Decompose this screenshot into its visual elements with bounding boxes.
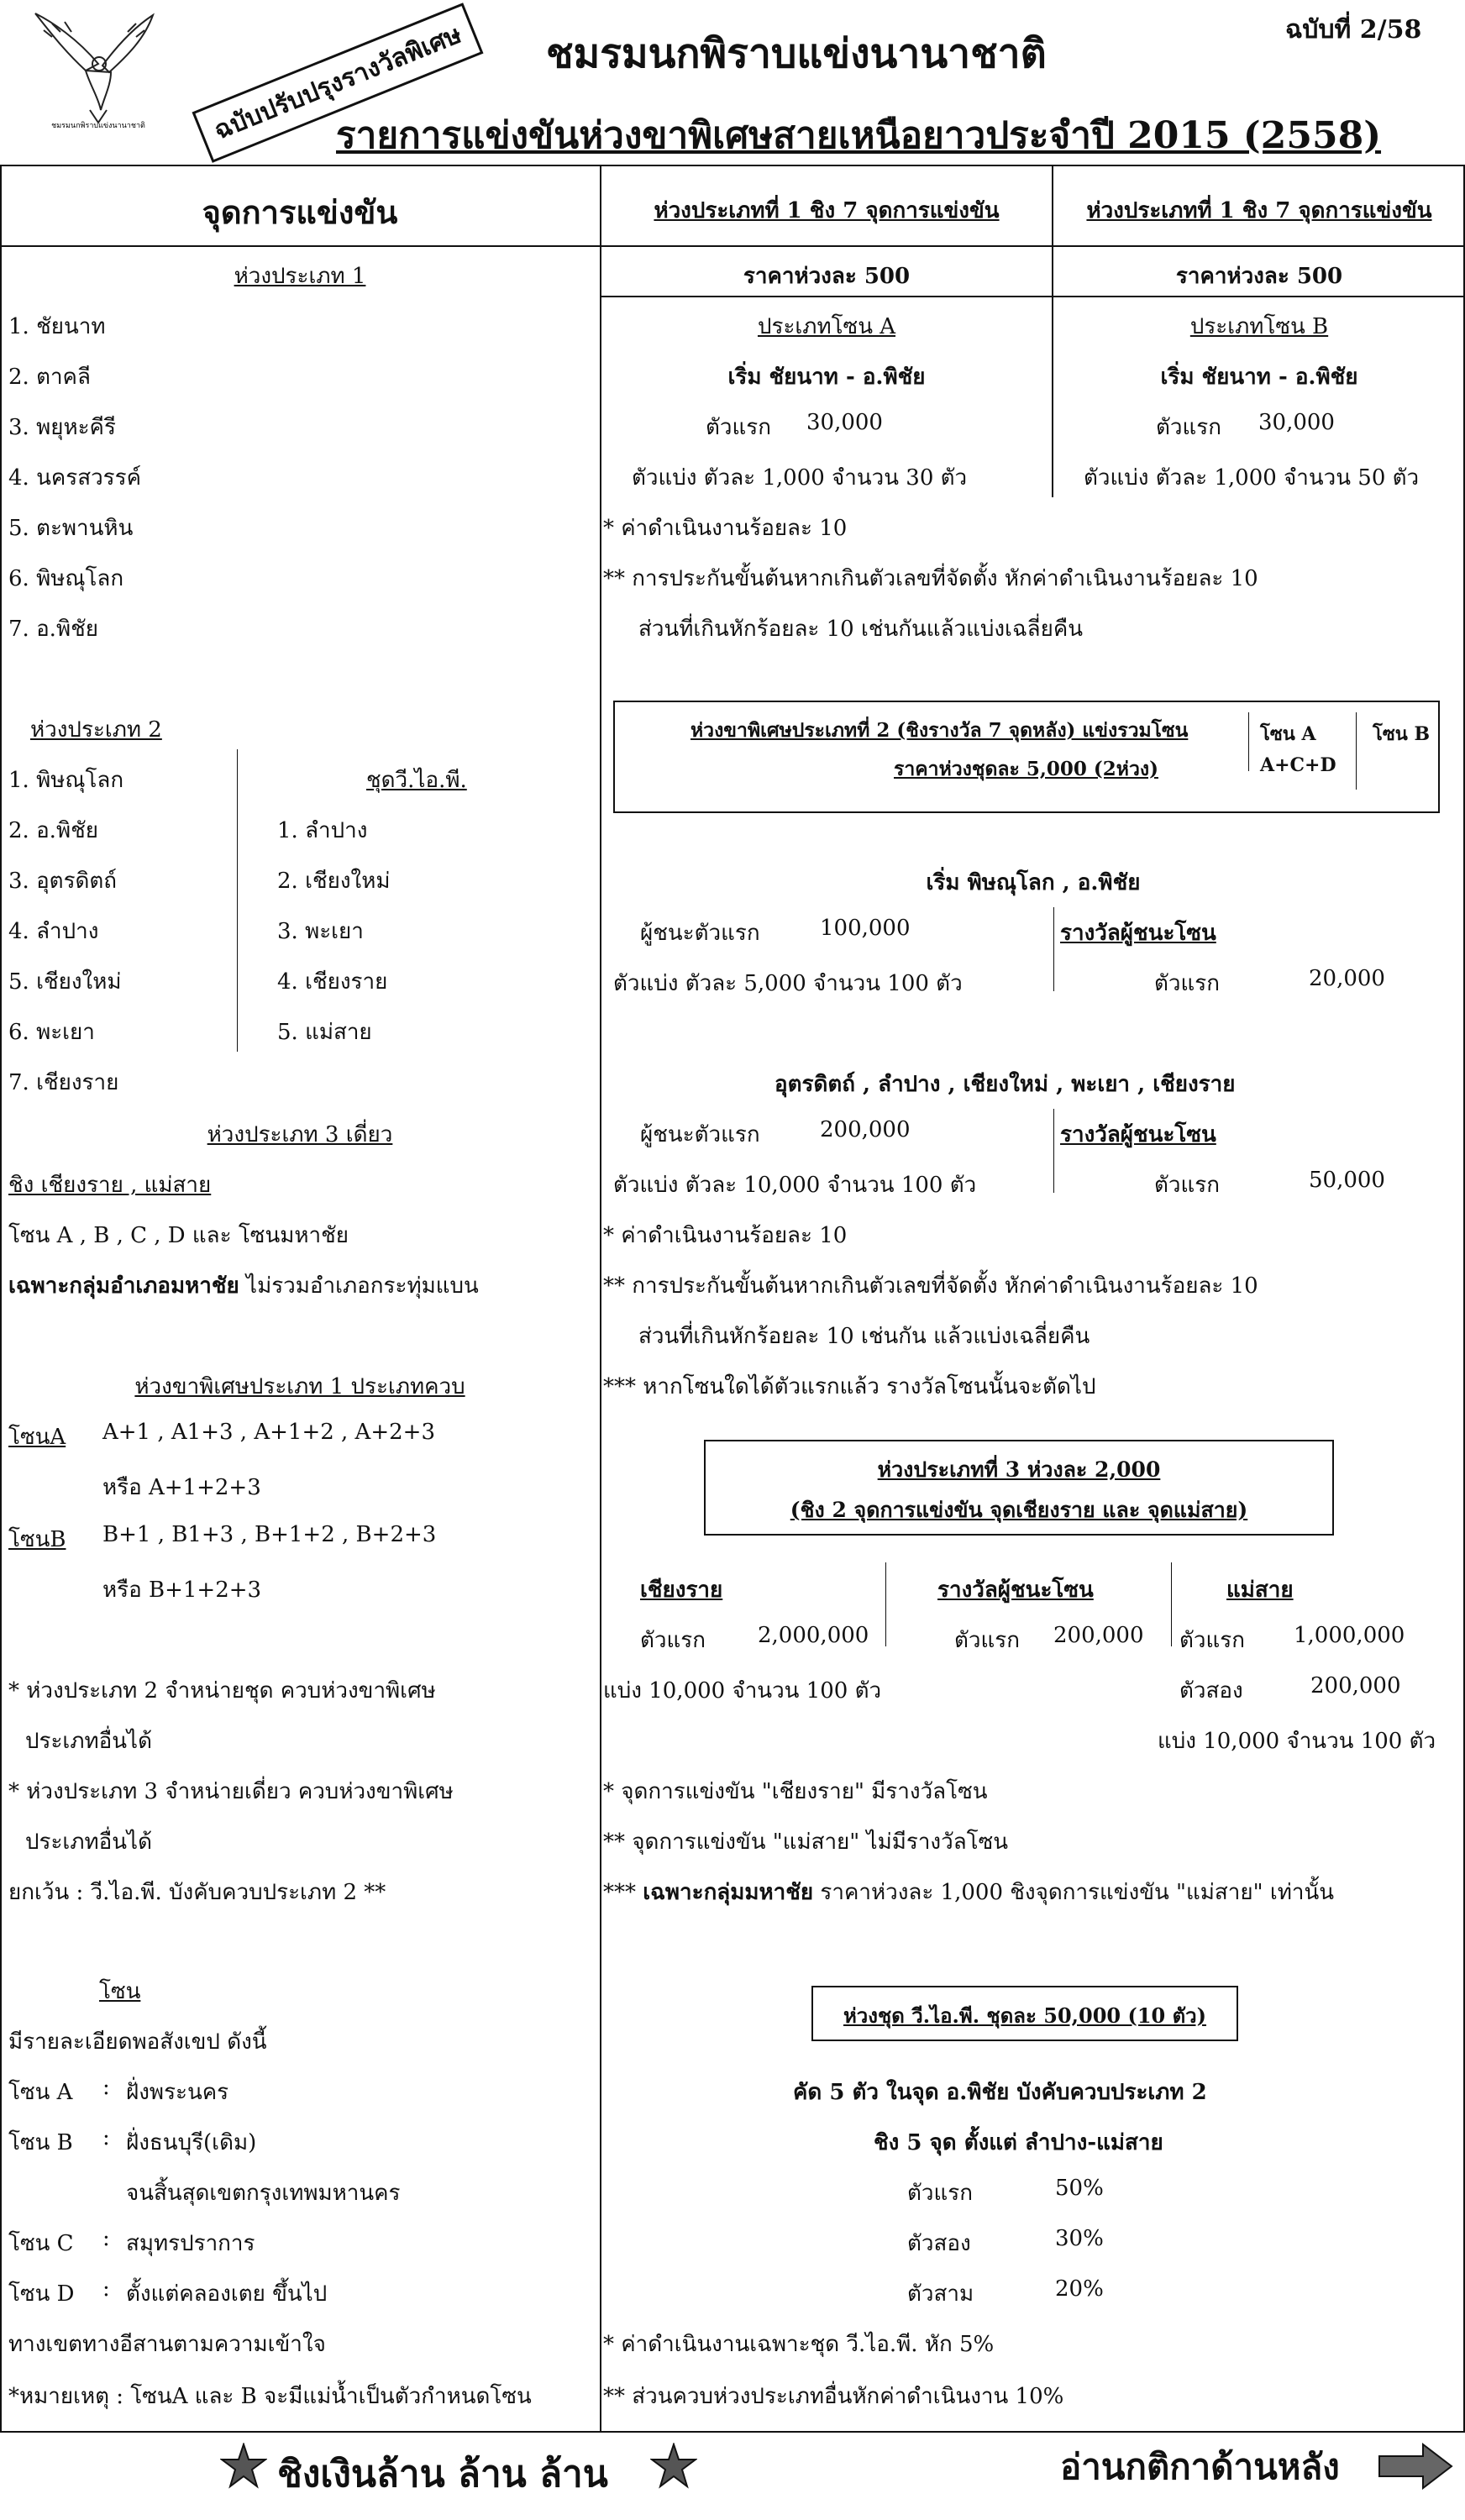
type2-title: ห่วงประเภท 2 [30, 717, 162, 743]
left-note-1a: * ห่วงประเภท 2 จำหน่ายชุด ควบห่วงขาพิเศษ [8, 1678, 436, 1704]
sec3-box-title: ห่วงประเภทที่ 3 ห่วงละ 2,000 [877, 1457, 1161, 1482]
vip-divider [237, 749, 238, 1052]
left-note-2a: * ห่วงประเภท 3 จำหน่ายเดี่ยว ควบห่วงขาพิเศษ [8, 1779, 454, 1804]
sec2-zfirst1-value: 20,000 [1309, 966, 1385, 991]
revision-stamp: ฉบับปรับปรุงรางวัลพิเศษ [192, 3, 484, 163]
sec3-ms-first-value: 1,000,000 [1294, 1623, 1405, 1648]
sec4-note-1: * ค่าดำเนินงานเฉพาะชุด วี.ไอ.พี. หัก 5% [603, 2332, 995, 2357]
sec2-box-price: ราคาห่วงชุดละ 5,000 (2ห่วง) [894, 758, 1158, 780]
zone-key: โซน D [8, 2281, 75, 2307]
sec2-divider-1 [1053, 907, 1054, 991]
sec2-zfirst2-value: 50,000 [1309, 1168, 1385, 1193]
sec2-box-divider-1 [1248, 712, 1249, 771]
zone-colon: : [102, 2226, 110, 2251]
sec3-note-3-rest: ราคาห่วงละ 1,000 ชิงจุดการแข่งขัน "แม่สาย" เท่านั้น [820, 1880, 1335, 1905]
table-head-border [0, 245, 1465, 247]
type1-point: 4. นครสวรรค์ [8, 465, 141, 491]
sec2-zfirst2-label: ตัวแรก [1154, 1173, 1220, 1198]
sec4-note-2: ** ส่วนควบห่วงประเภทอื่นหักค่าดำเนินงาน 10% [603, 2384, 1064, 2409]
sec2-note-1: * ค่าดำเนินงานร้อยละ 10 [603, 1223, 848, 1248]
zone-colon: : [102, 2075, 110, 2100]
sec2-box-zone-a-combo: A+C+D [1260, 754, 1336, 776]
sec2-box-title: ห่วงขาพิเศษประเภทที่ 2 (ชิงรางวัล 7 จุดหลัง) แข่งรวมโซน [690, 719, 1189, 742]
vip-prize-value: 50% [1055, 2176, 1104, 2201]
zone-value: ฝั่งธนบุรี(เดิม) [126, 2130, 257, 2155]
sec4-line-1: คัด 5 ตัว ในจุด อ.พิชัย บังคับควบประเภท 2 [793, 2080, 1207, 2105]
footer-read-rules: อ่านกติกาด้านหลัง [1060, 2446, 1340, 2487]
sec3-cr-first-label: ตัวแรก [640, 1628, 706, 1653]
zoneA-combos: A+1 , A1+3 , A+1+2 , A+2+3 [102, 1420, 435, 1445]
sec1-split-a: ตัวแบ่ง ตัวละ 1,000 จำนวน 30 ตัว [632, 465, 968, 491]
document-subtitle: รายการแข่งขันห่วงขาพิเศษสายเหนือยาวประจำปี 2015 (2558) [336, 114, 1382, 157]
sec3-divider-1 [885, 1562, 886, 1646]
sec2-winner2-value: 200,000 [820, 1117, 911, 1142]
type2-point: 1. พิษณุโลก [8, 768, 124, 793]
type2-point: 2. อ.พิชัย [8, 818, 98, 843]
zone-key: โซน A [8, 2080, 73, 2105]
sec3-cr-split: แบ่ง 10,000 จำนวน 100 ตัว [603, 1678, 882, 1704]
col-header-race-points: จุดการแข่งขัน [202, 193, 398, 231]
sec2-winner1-label: ผู้ชนะตัวแรก [640, 921, 760, 946]
vip-point: 2. เชียงใหม่ [277, 869, 391, 894]
zone-value: ฝั่งพระนคร [126, 2080, 229, 2105]
left-note-3: ยกเว้น : วี.ไอ.พี. บังคับควบประเภท 2 ** [8, 1880, 386, 1905]
zone-intro: มีรายละเอียดพอสังเขป ดังนี้ [8, 2029, 267, 2055]
zone-key: โซน C [8, 2231, 74, 2256]
sec1-zone-a: ประเภทโซน A [757, 314, 896, 339]
sec3-note-1: * จุดการแข่งขัน "เชียงราย" มีรางวัลโซน [603, 1779, 988, 1804]
sec3-box-sub: (ชิง 2 จุดการแข่งขัน จุดเชียงราย และ จุดแม่สาย) [790, 1498, 1248, 1522]
sec1-price-b: ราคาห่วงละ 500 [1175, 264, 1343, 289]
zone-value: จนสิ้นสุดเขตกรุงเทพมหานคร [126, 2181, 401, 2206]
sec1-first-a-value: 30,000 [806, 410, 883, 435]
sec1-note-2: ** การประกันขั้นต้นหากเกินตัวเลขที่จัดตั้ง หักค่าดำเนินงานร้อยละ 10 [603, 566, 1258, 591]
sec3-divider-2 [1171, 1562, 1172, 1646]
sec3-cr-first-value: 2,000,000 [758, 1623, 869, 1648]
issue-number: ฉบับที่ 2/58 [1285, 15, 1422, 45]
sec3-note-3-prefix: *** [603, 1880, 636, 1905]
svg-text:ชมรมนกพิราบแข่งนานาชาติ: ชมรมนกพิราบแข่งนานาชาติ [51, 122, 145, 130]
type3-route: ชิง เชียงราย , แม่สาย [8, 1173, 212, 1198]
sec1-first-b-label: ตัวแรก [1156, 415, 1221, 440]
vip-title: ชุดวี.ไอ.พี. [366, 768, 467, 793]
sec2-box-zone-b: โซน B [1373, 723, 1431, 745]
sec3-ms-split: แบ่ง 10,000 จำนวน 100 ตัว [1158, 1729, 1436, 1754]
sec3-zone-first-value: 200,000 [1053, 1623, 1144, 1648]
sec3-note-3 [603, 1875, 1334, 1909]
sec2-note-4: *** หากโซนใดได้ตัวแรกแล้ว รางวัลโซนนั้นจะตัดไป [603, 1374, 1096, 1399]
zoneB-combo-all: หรือ B+1+2+3 [102, 1578, 262, 1603]
sec1-price-a: ราคาห่วงละ 500 [743, 264, 911, 289]
sec3-zone-first-label: ตัวแรก [954, 1628, 1020, 1653]
type2-point: 3. อุตรดิตถ์ [8, 869, 118, 894]
sec2-split1: ตัวแบ่ง ตัวละ 5,000 จำนวน 100 ตัว [613, 971, 963, 996]
sec2-zone-prize1: รางวัลผู้ชนะโซน [1060, 921, 1216, 946]
vip-point: 1. ลำปาง [277, 818, 368, 843]
zoneB-label: โซนB [8, 1527, 66, 1552]
star-left-icon [220, 2443, 267, 2490]
type1-point: 3. พยุหะคีรี [8, 415, 116, 440]
sec3-ms-second-value: 200,000 [1310, 1673, 1401, 1698]
zone-key: โซน B [8, 2130, 73, 2155]
sec2-divider-2 [1053, 1109, 1054, 1193]
type1-point: 1. ชัยนาท [8, 314, 106, 339]
sec3-col-maesai: แม่สาย [1226, 1578, 1294, 1603]
sec3-col-zone: รางวัลผู้ชนะโซน [937, 1578, 1094, 1603]
sec3-col-chiangrai: เชียงราย [640, 1578, 723, 1603]
type2-point: 4. ลำปาง [8, 919, 99, 944]
type2-point: 6. พะเยา [8, 1020, 95, 1045]
sec1-note-1: * ค่าดำเนินงานร้อยละ 10 [603, 516, 848, 541]
sec4-line-2: ชิง 5 จุด ตั้งแต่ ลำปาง-แม่สาย [874, 2130, 1163, 2155]
vip-prize-label: ตัวแรก [907, 2181, 973, 2206]
zone-note: *หมายเหตุ : โซนA และ B จะมีแม่น้ำเป็นตัวกำหนดโซน [8, 2384, 532, 2409]
table-top-border [0, 165, 1465, 166]
sec3-ms-first-label: ตัวแรก [1179, 1628, 1245, 1653]
sec2-box-zone-a: โซน A [1260, 723, 1316, 745]
sec3-note-2: ** จุดการแข่งขัน "แม่สาย" ไม่มีรางวัลโซน [603, 1830, 1009, 1855]
type3-mahachai [8, 1268, 479, 1303]
zone-value: สมุทรปราการ [126, 2231, 255, 2256]
col-header-zone-a: ห่วงประเภทที่ 1 ชิง 7 จุดการแข่งขัน [654, 198, 1000, 223]
type1-point: 5. ตะพานหิน [8, 516, 134, 541]
zone-outro: ทางเขตทางอีสานตามความเข้าใจ [8, 2332, 326, 2357]
footer-slogan: ชิงเงินล้าน ล้าน ล้าน [277, 2453, 608, 2496]
zoneB-combos: B+1 , B1+3 , B+1+2 , B+2+3 [102, 1522, 437, 1547]
sec2-route2: อุตรดิตถ์ , ลำปาง , เชียงใหม่ , พะเยา , เชียงราย [775, 1072, 1236, 1097]
sec1-first-b-value: 30,000 [1258, 410, 1335, 435]
sec4-box-title: ห่วงชุด วี.ไอ.พี. ชุดละ 50,000 (10 ตัว) [843, 2003, 1206, 2028]
type3-zones: โซน A , B , C , D และ โซนมหาชัย [8, 1223, 349, 1248]
sec2-zfirst1-label: ตัวแรก [1154, 971, 1220, 996]
sec2-winner1-value: 100,000 [820, 916, 911, 941]
sec2-split2: ตัวแบ่ง ตัวละ 10,000 จำนวน 100 ตัว [613, 1173, 977, 1198]
vip-point: 4. เชียงราย [277, 969, 388, 995]
type3-mahachai-bold: เฉพาะกลุ่มอำเภอมหาชัย [8, 1273, 239, 1299]
vip-prize-label: ตัวสาม [907, 2281, 974, 2307]
sec2-note-3: ส่วนที่เกินหักร้อยละ 10 เช่นกัน แล้วแบ่งเฉลี่ยคืน [638, 1324, 1090, 1349]
sec2-note-2: ** การประกันขั้นต้นหากเกินตัวเลขที่จัดตั้ง หักค่าดำเนินงานร้อยละ 10 [603, 1273, 1258, 1299]
sec1-first-a-label: ตัวแรก [706, 415, 771, 440]
col-header-zone-b: ห่วงประเภทที่ 1 ชิง 7 จุดการแข่งขัน [1086, 198, 1432, 223]
column-divider-1 [600, 165, 601, 2433]
left-note-2b: ประเภทอื่นได้ [25, 1830, 152, 1855]
sec2-winner2-label: ผู้ชนะตัวแรก [640, 1122, 760, 1147]
combo-title: ห่วงขาพิเศษประเภท 1 ประเภทควบ [134, 1374, 465, 1399]
left-note-1b: ประเภทอื่นได้ [25, 1729, 152, 1754]
vip-point: 3. พะเยา [277, 919, 364, 944]
type1-title: ห่วงประเภท 1 [234, 264, 366, 289]
sec1-zone-b: ประเภทโซน B [1189, 314, 1329, 339]
sec1-note-3: ส่วนที่เกินหักร้อยละ 10 เช่นกันแล้วแบ่งเฉลี่ยคืน [638, 617, 1083, 642]
club-logo-eagle [18, 5, 178, 131]
type3-title: ห่วงประเภท 3 เดี่ยว [207, 1122, 393, 1147]
table-bottom-border [0, 2431, 1465, 2433]
vip-point: 5. แม่สาย [277, 1020, 372, 1045]
sec1-start-a: เริ่ม ชัยนาท - อ.พิชัย [727, 365, 926, 390]
zoneA-label: โซนA [8, 1425, 66, 1450]
zone-title: โซน [99, 1979, 141, 2004]
sec2-start: เริ่ม พิษณุโลก , อ.พิชัย [926, 870, 1141, 895]
type2-point: 7. เชียงราย [8, 1070, 119, 1095]
vip-prize-value: 30% [1055, 2226, 1104, 2251]
sec3-ms-second-label: ตัวสอง [1179, 1678, 1243, 1704]
sec1-start-b: เริ่ม ชัยนาท - อ.พิชัย [1160, 365, 1358, 390]
type2-point: 5. เชียงใหม่ [8, 969, 122, 995]
zone-colon: : [102, 2276, 110, 2302]
type1-point: 6. พิษณุโลก [8, 566, 124, 591]
price-row-border [600, 296, 1465, 297]
sec2-box-divider-2 [1356, 712, 1357, 790]
zoneA-combo-all: หรือ A+1+2+3 [102, 1475, 261, 1500]
club-title: ชมรมนกพิราบแข่งนานาชาติ [546, 30, 1047, 77]
type1-point: 7. อ.พิชัย [8, 617, 98, 642]
arrow-right-icon [1378, 2443, 1453, 2490]
star-right-icon [650, 2443, 697, 2490]
vip-prize-label: ตัวสอง [907, 2231, 971, 2256]
zone-value: ตั้งแต่คลองเตย ขึ้นไป [126, 2281, 328, 2307]
sec2-zone-prize2: รางวัลผู้ชนะโซน [1060, 1122, 1216, 1147]
zone-colon: : [102, 2125, 110, 2150]
sec1-split-b: ตัวแบ่ง ตัวละ 1,000 จำนวน 50 ตัว [1084, 465, 1420, 491]
type1-point: 2. ตาคลี [8, 365, 91, 390]
left-border [0, 165, 2, 2433]
sec3-note-3-bold: เฉพาะกลุ่มมหาชัย [643, 1880, 814, 1905]
type3-mahachai-rest: ไม่รวมอำเภอกระทุ่มแบน [246, 1273, 479, 1299]
vip-prize-value: 20% [1055, 2276, 1104, 2302]
